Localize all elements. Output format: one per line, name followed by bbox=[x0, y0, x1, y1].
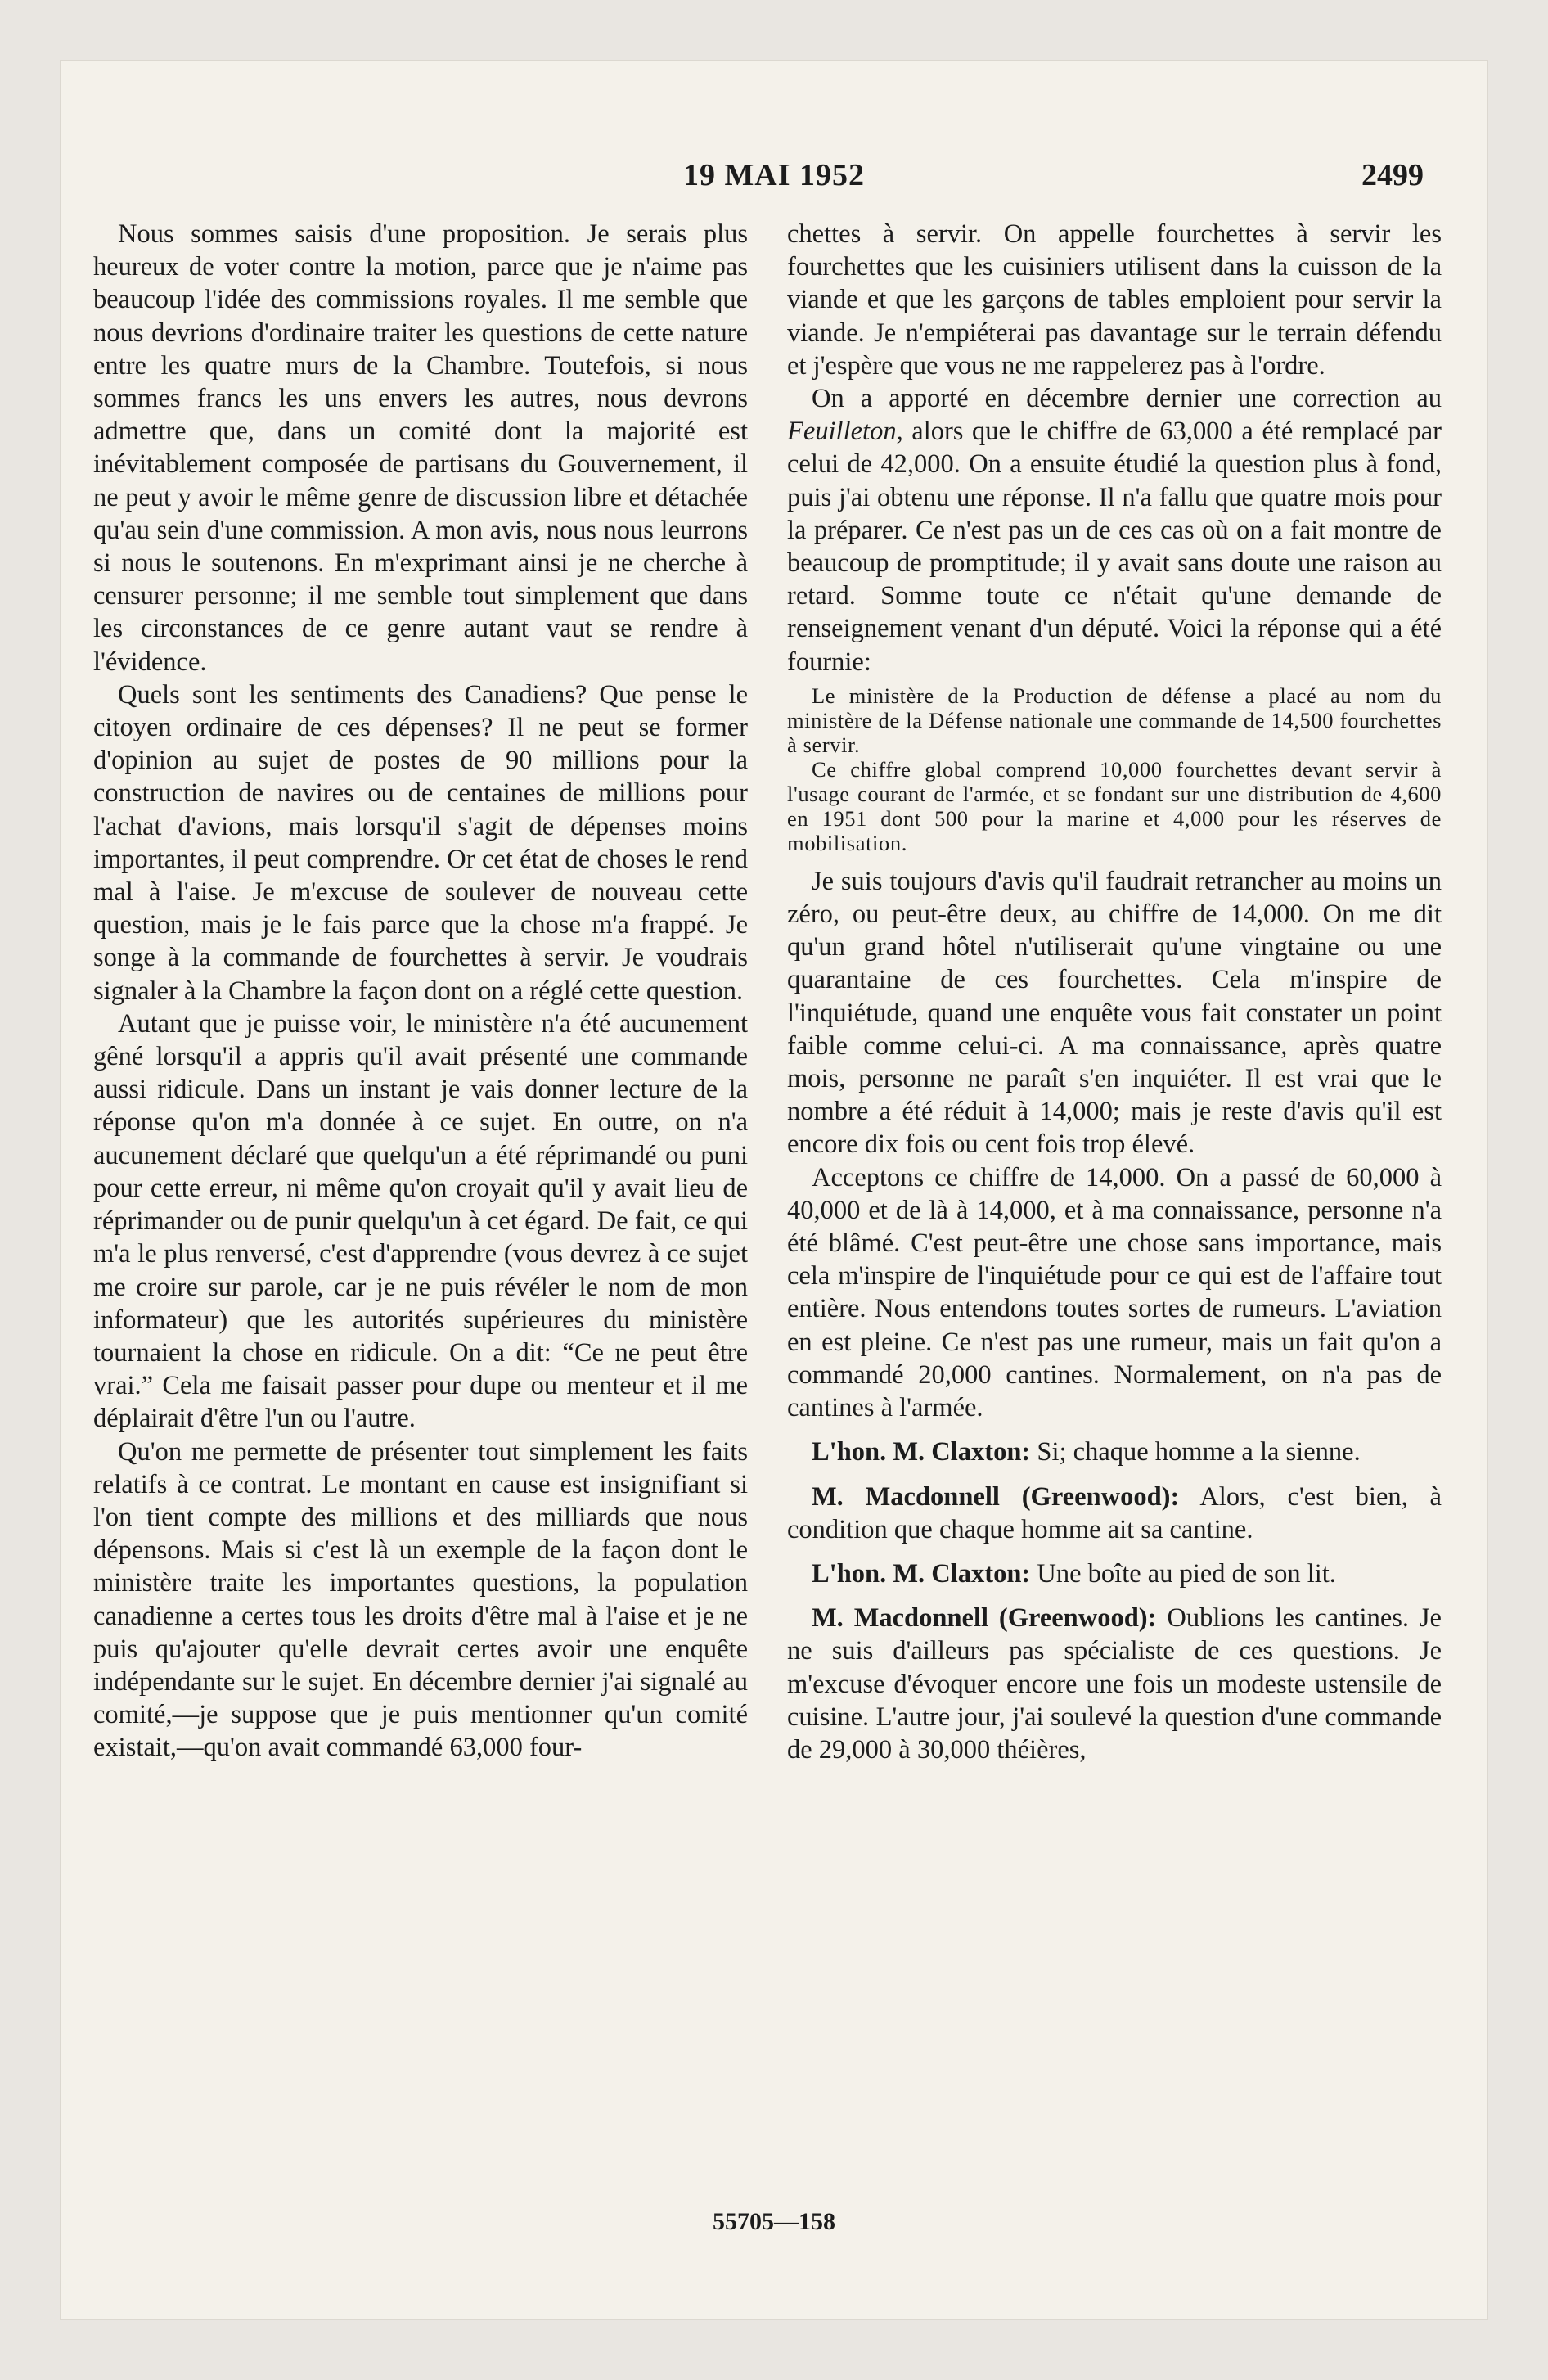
paragraph bbox=[787, 382, 1442, 678]
speech bbox=[787, 1436, 1442, 1468]
speech-text: Oublions les cantines. Je ne suis d'ailleurs pas spécialiste de ces questions. Je m'excuse d'évoquer encore une fois un modeste ustensile de cuisine. L'autre jour, j'ai soulevé la question d'une commande de 29,000 à 30,000 théières, bbox=[787, 1603, 1442, 1765]
paragraph: chettes à servir. On appelle fourchettes à servir les fourchettes que les cuisiniers utilisent dans la cuisson de la viande et que les garçons de tables emploient pour servir la viande. Je n'empiéterai pas davantage sur le terrain défendu et j'espère que vous ne me rappelerez pas à l'ordre. bbox=[787, 219, 1442, 381]
quote-paragraph: Ce chiffre global comprend 10,000 fourchettes devant servir à l'usage courant de l'armée, et se fondant sur une distribution de 4,600 en 1951 dont 500 pour la marine et 4,000 pour les réserves de mobilisation. bbox=[787, 756, 1442, 855]
speech bbox=[787, 1602, 1442, 1766]
speech-text: Alors, c'est bien, à condition que chaque homme ait sa cantine. bbox=[787, 1481, 1442, 1544]
paragraph: Nous sommes saisis d'une proposition. Je serais plus heureux de voter contre la motion, parce que je n'aime pas beaucoup l'idée des commissions royales. Il me semble que nous devrions d'ordinaire traiter les questions de cette nature entre les quatre murs de la Chambre. Toutefois, si nous sommes francs les uns envers les autres, nous devrons admettre que, dans un comité dont la majorité est inévitablement composée de partisans du Gouvernement, il ne peut y avoir le même genre de discussion libre et détachée qu'au sein d'une commission. A mon avis, nous nous leurrons si nous le soutenons. En m'exprimant ainsi je ne cherche à censurer personne; il me semble tout simplement que dans les circonstances de ce genre autant vaut se rendre à l'évidence. bbox=[93, 219, 748, 677]
paragraph-text: alors que le chiffre de 63,000 a été remplacé par celui de 42,000. On a ensuite étudié la question plus à fond, puis j'ai obtenu une réponse. Il n'a fallu que quatre mois pour la préparer. Ce n'est pas un de ces cas où on a fait montre de beaucoup de promptitude; il y avait sans doute une raison au retard. Somme toute ce n'était qu'une demande de renseignement venant d'un député. Voici la réponse qui a été fournie: bbox=[787, 417, 1442, 677]
paragraph-text: On a apporté en décembre dernier une correction au bbox=[812, 384, 1442, 414]
paragraph: Je suis toujours d'avis qu'il faudrait retrancher au moins un zéro, ou peut-être deux, au chiffre de 14,000. On me dit qu'un grand hôtel n'utiliserait qu'une vingtaine ou une quarantaine de ces fourchettes. Cela m'inspire de l'inquiétude, quand une enquête vous fait constater un point faible comme celui-ci. A ma connaissance, après quatre mois, personne ne paraît s'en inquiéter. Il est vrai que le nombre a été réduit à 14,000; mais je reste d'avis qu'il est encore dix fois ou cent fois trop élevé. bbox=[787, 866, 1442, 1160]
paragraph: Quels sont les sentiments des Canadiens? Que pense le citoyen ordinaire de ces dépenses? Il ne peut se former d'opinion au sujet de postes de 90 millions pour la construction de navires ou de centaines de millions pour l'achat d'avions, mais lorsqu'il s'agit de dépenses moins importantes, il peut comprendre. Or cet état de choses le rend mal à l'aise. Je m'excuse de soulever de nouveau cette question, mais je le fais parce que la chose m'a frappé. Je songe à la commande de fourchettes à servir. Je voudrais signaler à la Chambre la façon dont on a réglé cette question. bbox=[93, 679, 748, 1006]
paragraph: Autant que je puisse voir, le ministère n'a été aucunement gêné lorsqu'il a appris qu'il avait présenté une commande aussi ridicule. Dans un instant je vais donner lecture de la réponse qu'on m'a donnée à ce sujet. En outre, on n'a aucunement déclaré que quelqu'un a été réprimandé ou puni pour cette erreur, ni même qu'on croyait qu'il y avait lieu de réprimander ou de punir quelqu'un à cet égard. De fait, ce qui m'a le plus renversé, c'est d'apprendre (vous devrez à ce sujet me croire sur parole, car je ne puis révéler le nom de mon informateur) que les autorités supérieures du ministère tournaient la chose en ridicule. On a dit: “Ce ne peut être vrai.” Cela me faisait passer pour dupe ou menteur et il me déplairait d'être l'un ou l'autre. bbox=[93, 1008, 748, 1434]
paragraph: Acceptons ce chiffre de 14,000. On a passé de 60,000 à 40,000 et de là à 14,000, et à ma connaissance, personne n'a été blâmé. C'est peut-être une chose sans importance, mais cela m'inspire de l'inquiétude pour ce qui est de l'affaire tout entière. Nous entendons toutes sortes de rumeurs. L'aviation en est pleine. Ce n'est pas une rumeur, mais un fait qu'on a commandé 20,000 cantines. Normalement, on n'a pas de cantines à l'armée. bbox=[787, 1162, 1442, 1423]
left-column bbox=[93, 218, 748, 1765]
speaker-name: M. Macdonnell (Greenwood): bbox=[812, 1603, 1157, 1634]
paragraph: Qu'on me permette de présenter tout simplement les faits relatifs à ce contrat. Le montant en cause est insignifiant si l'on tient compte des millions et des milliards que nous dépensons. Mais si c'est là un exemple de la façon dont le ministère traite les importantes questions, la population canadienne a certes tous les droits d'être mal à l'aise et je ne puis qu'ajouter qu'elle devrait certes avoir une enquête indépendante sur le sujet. En décembre dernier j'ai signalé au comité,—je suppose que je puis mentionner qu'un comité existait,—qu'on avait commandé 63,000 four- bbox=[93, 1436, 748, 1763]
speaker-name: L'hon. M. Claxton: bbox=[812, 1437, 1031, 1467]
speaker-name: M. Macdonnell (Greenwood): bbox=[812, 1481, 1180, 1512]
page-header bbox=[61, 157, 1487, 206]
quote-paragraph: Le ministère de la Production de défense a placé au nom du ministère de la Défense nationale une commande de 14,500 fourchettes à servir. bbox=[787, 683, 1442, 757]
right-column bbox=[787, 218, 1442, 1766]
document-page bbox=[61, 61, 1487, 2319]
italic-text: Feuilleton, bbox=[787, 417, 903, 447]
speech bbox=[787, 1557, 1442, 1590]
speech bbox=[787, 1481, 1442, 1546]
speech-text: Une boîte au pied de son lit. bbox=[1030, 1558, 1336, 1589]
page-number: 2499 bbox=[1361, 158, 1424, 192]
footer-code: 55705—158 bbox=[713, 2208, 835, 2235]
header-date: 19 MAI 1952 bbox=[682, 158, 866, 192]
speech-text: Si; chaque homme a la sienne. bbox=[1030, 1437, 1361, 1467]
quoted-answer bbox=[787, 683, 1442, 855]
speaker-name: L'hon. M. Claxton: bbox=[812, 1558, 1031, 1589]
